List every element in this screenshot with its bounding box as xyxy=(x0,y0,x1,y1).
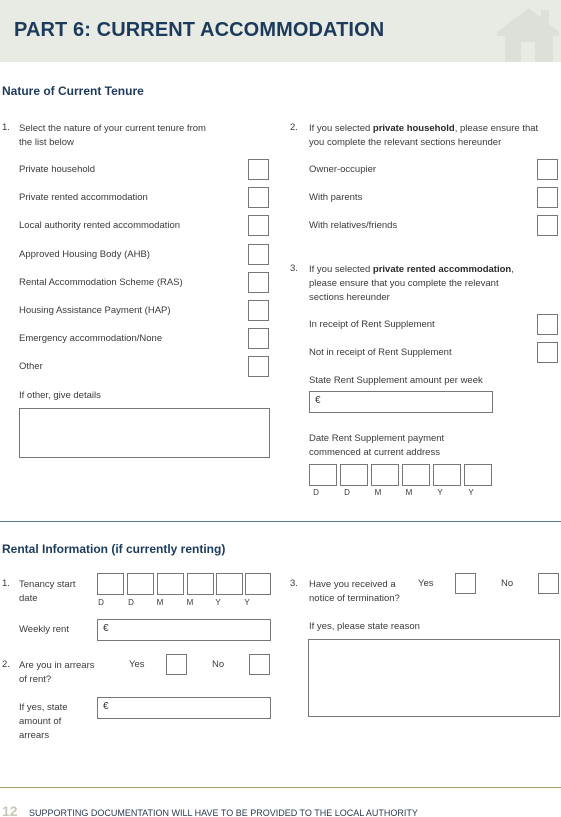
termination-reason-label: If yes, please state reason xyxy=(309,621,420,632)
section-title-rental: Rental Information (if currently renting) xyxy=(2,542,226,556)
rent-supplement-amount-label: State Rent Supplement amount per week xyxy=(309,375,483,386)
tenancy-start-label-line1: Tenancy start xyxy=(19,579,76,590)
checkbox-hap[interactable] xyxy=(248,300,269,321)
date-char: Y xyxy=(244,598,250,607)
option-label: Local authority rented accommodation xyxy=(19,220,181,231)
date-label-line1: Date Rent Supplement payment xyxy=(309,433,445,444)
checkbox-ras[interactable] xyxy=(248,272,269,293)
date-box-month2[interactable] xyxy=(402,464,430,486)
tenancy-date-box-day1[interactable] xyxy=(97,573,124,595)
page-title: PART 6: CURRENT ACCOMMODATION xyxy=(14,19,385,41)
currency-symbol: € xyxy=(103,701,109,712)
option-label: Emergency accommodation/None xyxy=(19,333,163,344)
checkbox-private-rented[interactable] xyxy=(248,187,269,208)
date-char: M xyxy=(374,488,382,497)
termination-yes-label: Yes xyxy=(418,578,434,589)
question-number: 1. xyxy=(2,122,10,133)
option-label: Approved Housing Body (AHB) xyxy=(19,249,150,260)
checkbox-emergency[interactable] xyxy=(248,328,269,349)
currency-symbol: € xyxy=(315,395,321,406)
question-number: 3. xyxy=(290,578,298,589)
option-label: Rental Accommodation Scheme (RAS) xyxy=(19,277,183,288)
date-char: M xyxy=(156,598,164,607)
footer-divider xyxy=(0,787,561,788)
option-label: With relatives/friends xyxy=(309,220,398,231)
arrears-no-label: No xyxy=(212,659,225,670)
arrears-amount-input[interactable] xyxy=(97,697,271,719)
termination-reason-input[interactable] xyxy=(308,639,560,717)
arrears-no-checkbox[interactable] xyxy=(249,654,270,675)
date-char: Y xyxy=(215,598,221,607)
section-title-tenure: Nature of Current Tenure xyxy=(2,84,144,98)
option-label: Not in receipt of Rent Supplement xyxy=(309,347,452,358)
checkbox-with-relatives[interactable] xyxy=(537,215,558,236)
q3-text-line2: please ensure that you complete the relevant xyxy=(309,278,499,289)
question-number: 1. xyxy=(2,578,10,589)
arrears-amount-label-line1: If yes, state xyxy=(19,702,68,713)
q3-text-line1: If you selected private rented accommodation, xyxy=(309,264,514,275)
date-char: D xyxy=(98,598,104,607)
question-number: 2. xyxy=(2,659,10,670)
checkbox-owner-occupier[interactable] xyxy=(537,159,558,180)
q1-text-line2: the list below xyxy=(19,137,74,148)
tenancy-date-box-year2[interactable] xyxy=(245,573,271,595)
tenancy-date-box-year1[interactable] xyxy=(216,573,243,595)
option-label: Housing Assistance Payment (HAP) xyxy=(19,305,171,316)
tenancy-date-box-month1[interactable] xyxy=(157,573,184,595)
checkbox-other[interactable] xyxy=(248,356,269,377)
date-char: Y xyxy=(468,488,474,497)
question-number: 2. xyxy=(290,122,298,133)
rent-supplement-amount-input[interactable] xyxy=(309,391,493,413)
tenancy-date-box-day2[interactable] xyxy=(127,573,154,595)
date-char: M xyxy=(186,598,194,607)
tenancy-start-label-line2: date xyxy=(19,593,38,604)
checkbox-with-parents[interactable] xyxy=(537,187,558,208)
option-label: In receipt of Rent Supplement xyxy=(309,319,435,330)
option-label: Owner-occupier xyxy=(309,164,377,175)
date-char: M xyxy=(405,488,413,497)
option-label: With parents xyxy=(309,192,363,203)
termination-question-line1: Have you received a xyxy=(309,579,396,590)
q2-text-line2: you complete the relevant sections hereunder xyxy=(309,137,502,148)
arrears-yes-label: Yes xyxy=(129,659,145,670)
date-label-line2: commenced at current address xyxy=(309,447,440,458)
date-char: D xyxy=(128,598,134,607)
termination-no-checkbox[interactable] xyxy=(538,573,559,594)
date-char: D xyxy=(313,488,319,497)
checkbox-local-authority[interactable] xyxy=(248,215,269,236)
weekly-rent-label: Weekly rent xyxy=(19,624,69,635)
checkbox-ahb[interactable] xyxy=(248,244,269,265)
option-label: Other xyxy=(19,361,43,372)
arrears-amount-label-line3: arrears xyxy=(19,730,50,741)
date-box-day1[interactable] xyxy=(309,464,337,486)
q1-text-line1: Select the nature of your current tenure from xyxy=(19,123,206,134)
other-details-input[interactable] xyxy=(19,408,270,458)
arrears-question-line1: Are you in arrears xyxy=(19,660,95,671)
question-number: 3. xyxy=(290,263,298,274)
termination-no-label: No xyxy=(501,578,514,589)
date-box-year2[interactable] xyxy=(464,464,492,486)
tenancy-date-box-month2[interactable] xyxy=(187,573,214,595)
section-divider xyxy=(0,521,561,522)
page-number: 12 xyxy=(2,803,18,817)
arrears-yes-checkbox[interactable] xyxy=(166,654,187,675)
q3-text-line3: sections hereunder xyxy=(309,292,390,303)
option-label: Private rented accommodation xyxy=(19,192,148,203)
date-box-day2[interactable] xyxy=(340,464,368,486)
date-box-month1[interactable] xyxy=(371,464,399,486)
date-char: Y xyxy=(437,488,443,497)
house-icon xyxy=(491,2,561,62)
termination-yes-checkbox[interactable] xyxy=(455,573,476,594)
date-char: D xyxy=(344,488,350,497)
footer-note: SUPPORTING DOCUMENTATION WILL HAVE TO BE PROVIDED TO THE LOCAL AUTHORITY xyxy=(29,808,418,817)
arrears-amount-label-line2: amount of xyxy=(19,716,62,727)
checkbox-no-rent-supplement[interactable] xyxy=(537,342,558,363)
arrears-question-line2: of rent? xyxy=(19,674,52,685)
currency-symbol: € xyxy=(103,623,109,634)
checkbox-private-household[interactable] xyxy=(248,159,269,180)
date-box-year1[interactable] xyxy=(433,464,461,486)
q2-text-line1: If you selected private household, please ensure that xyxy=(309,123,539,134)
termination-question-line2: notice of termination? xyxy=(309,593,400,604)
option-label: Private household xyxy=(19,164,96,175)
weekly-rent-input[interactable] xyxy=(97,619,271,641)
other-details-label: If other, give details xyxy=(19,390,101,401)
checkbox-rent-supplement[interactable] xyxy=(537,314,558,335)
